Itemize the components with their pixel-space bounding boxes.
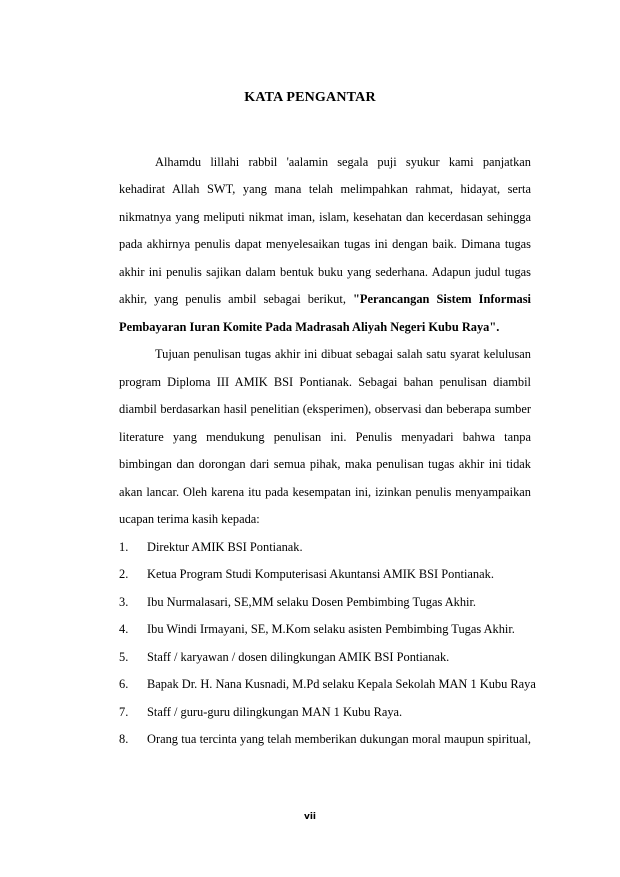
paragraph-line: pada akhirnya penulis dapat menyelesaikan tugas ini dengan baik. Dimana tugas: [119, 237, 531, 251]
list-item: [119, 731, 539, 747]
paragraph-line: akan lancar. Oleh karena itu pada kesempatan ini, izinkan penulis menyampaikan: [119, 485, 531, 499]
list-number: 2.: [119, 567, 129, 581]
thesis-title-bold: "Perancangan Sistem Informasi: [353, 292, 531, 306]
list-text: Orang tua tercinta yang telah memberikan dukungan moral maupun spiritual,: [147, 732, 531, 746]
list-number: 8.: [119, 732, 129, 746]
list-text: Staff / guru-guru dilingkungan MAN 1 Kubu Raya.: [147, 705, 403, 719]
list-text: Staff / karyawan / dosen dilingkungan AMIK BSI Pontianak.: [147, 650, 450, 664]
list-text: Direktur AMIK BSI Pontianak.: [147, 540, 303, 554]
paragraph-line: kehadirat Allah SWT, yang mana telah melimpahkan rahmat, hidayat, serta: [119, 182, 531, 196]
list-item: [119, 704, 539, 720]
list-text: Bapak Dr. H. Nana Kusnadi, M.Pd selaku Kepala Sekolah MAN 1 Kubu Raya: [147, 677, 536, 691]
list-text: Ketua Program Studi Komputerisasi Akuntansi AMIK BSI Pontianak.: [147, 567, 494, 581]
paragraph-line: nikmatnya yang meliputi nikmat iman, islam, kesehatan dan kecerdasan sehingga: [119, 210, 531, 224]
list-item: [119, 649, 539, 665]
paragraph-line: Tujuan penulisan tugas akhir ini dibuat sebagai salah satu syarat kelulusan: [155, 347, 531, 361]
list-text: Ibu Nurmalasari, SE,MM selaku Dosen Pembimbing Tugas Akhir.: [147, 595, 477, 609]
paragraph-line: bimbingan dan dorongan dari semua pihak, maka penulisan tugas akhir ini tidak: [119, 457, 531, 471]
list-item: [119, 676, 539, 692]
list-number: 5.: [119, 650, 129, 664]
list-number: 4.: [119, 622, 129, 636]
paragraph-line: diambil berdasarkan hasil penelitian (eksperimen), observasi dan beberapa sumber: [119, 402, 531, 416]
paragraph-line: ucapan terima kasih kepada:: [119, 512, 260, 526]
list-item: [119, 566, 539, 582]
page-number: vii: [303, 812, 317, 822]
list-number: 6.: [119, 677, 129, 691]
thesis-title-line: Pembayaran Iuran Komite Pada Madrasah Aliyah Negeri Kubu Raya".: [119, 320, 500, 334]
list-text: Ibu Windi Irmayani, SE, M.Kom selaku asisten Pembimbing Tugas Akhir.: [147, 622, 515, 636]
list-number: 3.: [119, 595, 129, 609]
list-item: [119, 539, 539, 555]
paragraph-line: Alhamdu lillahi rabbil 'aalamin segala puji syukur kami panjatkan: [155, 155, 531, 169]
page-title: KATA PENGANTAR: [244, 90, 376, 105]
list-item: [119, 621, 539, 637]
paragraph-line: program Diploma III AMIK BSI Pontianak. Sebagai bahan penulisan diambil: [119, 375, 531, 389]
paragraph-line: akhir ini penulis sajikan dalam bentuk buku yang sederhana. Adapun judul tugas: [119, 265, 531, 279]
paragraph-line: literature yang mendukung penulisan ini. Penulis menyadari bahwa tanpa: [119, 430, 531, 444]
paragraph-line: [119, 291, 531, 307]
list-item: [119, 594, 539, 610]
paragraph-text: akhir, yang penulis ambil sebagai berikut,: [119, 292, 346, 306]
list-number: 7.: [119, 705, 129, 719]
list-number: 1.: [119, 540, 129, 554]
